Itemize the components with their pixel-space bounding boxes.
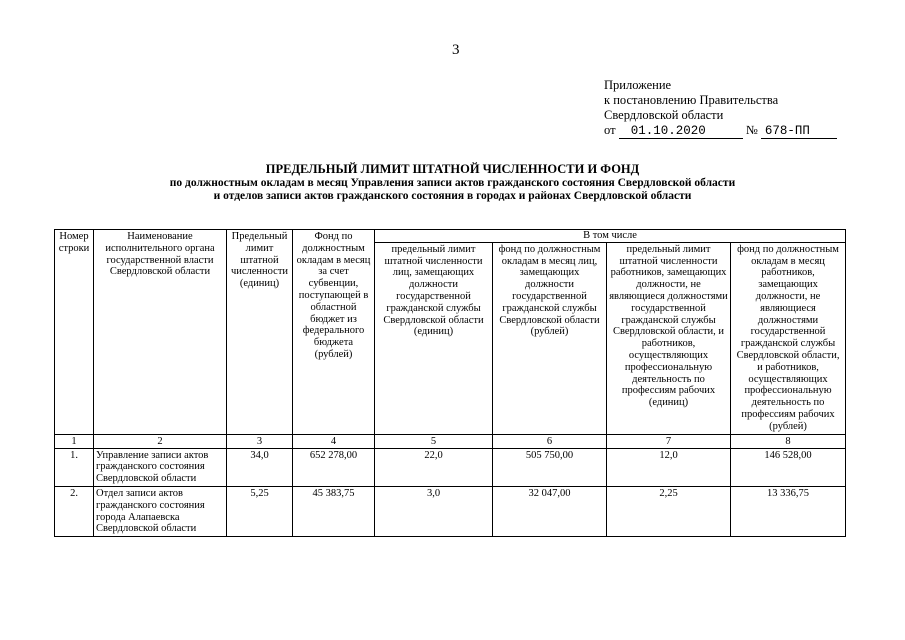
title-line-3: и отделов записи актов гражданского состояния в городах и районах Свердловской области	[213, 190, 692, 202]
row-name: Управление записи актов гражданского состояния Свердловской области	[94, 448, 227, 486]
header-other-staff: предельный лимит штатной численности работников, замещающих должности, не являющиеся должностями государственной гражданской службы Свердловской области, и работников, осуществляющих профессиональную деятельность по профессиям рабочих (единиц)	[607, 242, 731, 434]
row-fund: 652 278,00	[293, 448, 375, 486]
number-prefix: №	[745, 123, 758, 137]
header-civil-staff: предельный лимит штатной численности лиц, замещающих должности государственной гражданской службы Свердловской области (единиц)	[375, 242, 493, 434]
table-row	[55, 448, 846, 486]
header-row-number: Номер строки	[55, 230, 94, 435]
page-number: 3	[452, 42, 460, 58]
table-row	[55, 486, 846, 536]
appendix-date-line	[604, 123, 837, 139]
appendix-line-3: Свердловской области	[604, 108, 724, 122]
row-staff-limit: 5,25	[227, 486, 293, 536]
decree-number: 678-ПП	[761, 125, 837, 139]
column-number: 5	[375, 434, 493, 448]
title-line-2: по должностным окладам в месяц Управления записи актов гражданского состояния Свердловской области	[169, 176, 736, 189]
header-row-1	[55, 230, 846, 243]
decree-date: 01.10.2020	[619, 125, 743, 139]
column-number: 8	[731, 434, 846, 448]
title-line-1: ПРЕДЕЛЬНЫЙ ЛИМИТ ШТАТНОЙ ЧИСЛЕННОСТИ И ФОНД	[265, 162, 640, 176]
header-including: В том числе	[375, 230, 846, 243]
row-number: 2.	[55, 486, 94, 536]
limits-table	[54, 229, 846, 537]
header-other-fund: фонд по должностным окладам в месяц работников, замещающих должности, не являющиеся должностями государственной гражданской службы Свердловской области, и работников, осуществляющих профессиональную деятельность по профессиям рабочих (рублей)	[731, 242, 846, 434]
row-number: 1.	[55, 448, 94, 486]
row-civil-staff: 3,0	[375, 486, 493, 536]
header-fund: Фонд по должностным окладам в месяц за счет субвенции, поступающей в областной бюджет из федерального бюджета (рублей)	[293, 230, 375, 435]
date-prefix: от	[604, 123, 616, 137]
row-staff-limit: 34,0	[227, 448, 293, 486]
column-number: 3	[227, 434, 293, 448]
header-name: Наименование исполнительного органа государственной власти Свердловской области	[94, 230, 227, 435]
appendix-line-2: к постановлению Правительства	[604, 93, 779, 107]
row-other-fund: 13 336,75	[731, 486, 846, 536]
column-number: 6	[493, 434, 607, 448]
header-civil-fund: фонд по должностным окладам в месяц лиц, замещающих должности государственной гражданской службы Свердловской области (рублей)	[493, 242, 607, 434]
column-number: 1	[55, 434, 94, 448]
header-staff-limit: Предельный лимит штатной численности (единиц)	[227, 230, 293, 435]
column-number: 7	[607, 434, 731, 448]
row-civil-staff: 22,0	[375, 448, 493, 486]
row-fund: 45 383,75	[293, 486, 375, 536]
row-other-staff: 2,25	[607, 486, 731, 536]
row-other-fund: 146 528,00	[731, 448, 846, 486]
appendix-block	[604, 78, 837, 139]
column-number: 2	[94, 434, 227, 448]
column-number: 4	[293, 434, 375, 448]
row-other-staff: 12,0	[607, 448, 731, 486]
row-civil-fund: 505 750,00	[493, 448, 607, 486]
row-civil-fund: 32 047,00	[493, 486, 607, 536]
appendix-line-1: Приложение	[604, 78, 672, 92]
column-numbers-row	[55, 434, 846, 448]
document-title	[0, 163, 905, 204]
row-name: Отдел записи актов гражданского состояния города Алапаевска Свердловской области	[94, 486, 227, 536]
